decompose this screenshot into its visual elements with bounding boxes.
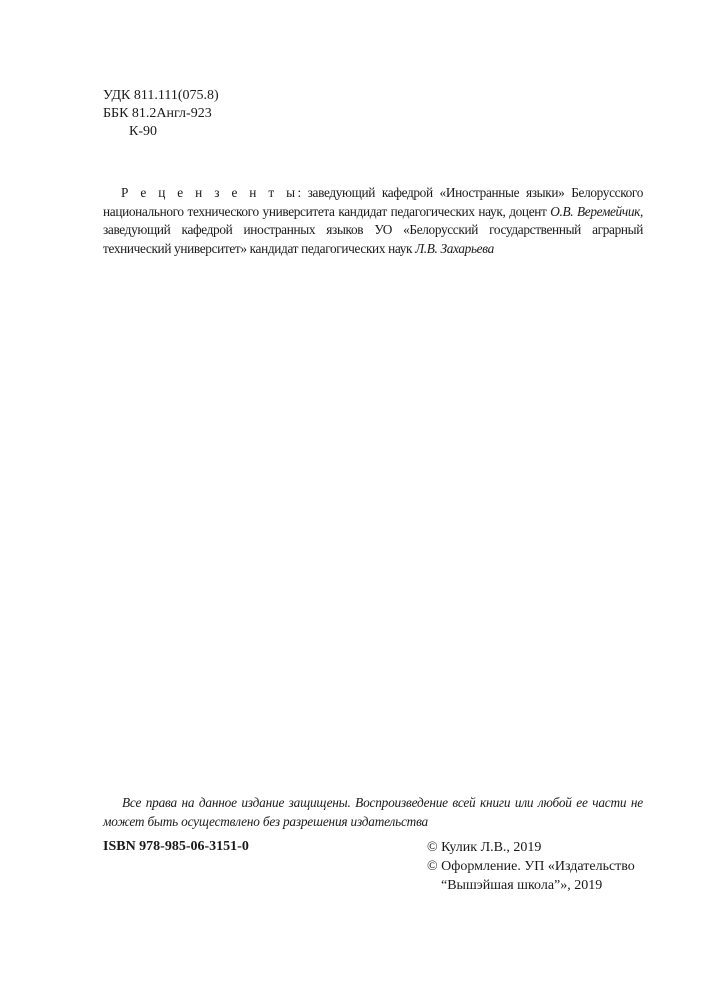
rights-notice: Все права на данное издание защищены. Воспроизведение всей книги или любой ее части не может быть осуществлено без разрешения издательства bbox=[103, 795, 643, 829]
reviewers-label: Р е ц е н з е н т ы bbox=[121, 185, 298, 200]
copyright-publisher: © Оформление. УП «Издательство bbox=[427, 859, 635, 874]
copyright-publisher-name: “Вышэйшая школа”», 2019 bbox=[441, 878, 603, 893]
copyright-block bbox=[427, 838, 635, 895]
author-mark: К-90 bbox=[129, 124, 157, 139]
bbk-code: ББК 81.2Англ-923 bbox=[103, 106, 212, 121]
classification-codes bbox=[103, 87, 219, 141]
reviewers-text-1: : заведующий кафедрой «Иностранные языки» Белорусского национального технического университета кандидат педагогических наук, доцент bbox=[103, 185, 643, 219]
reviewer-name-2: Л.В. Захарьева bbox=[415, 240, 494, 256]
reviewers-text-2: , заведующий кафедрой иностранных языков УО «Белорусский государственный аграрный технический университет» кандидат педагогических наук bbox=[103, 203, 643, 256]
reviewer-name-1: О.В. Веремейчик bbox=[550, 203, 641, 219]
isbn: ISBN 978-985-06-3151-0 bbox=[103, 839, 249, 854]
copyright-author: © Кулик Л.В., 2019 bbox=[427, 840, 542, 855]
reviewers-paragraph bbox=[103, 184, 643, 258]
udk-code: УДК 811.111(075.8) bbox=[103, 88, 219, 103]
